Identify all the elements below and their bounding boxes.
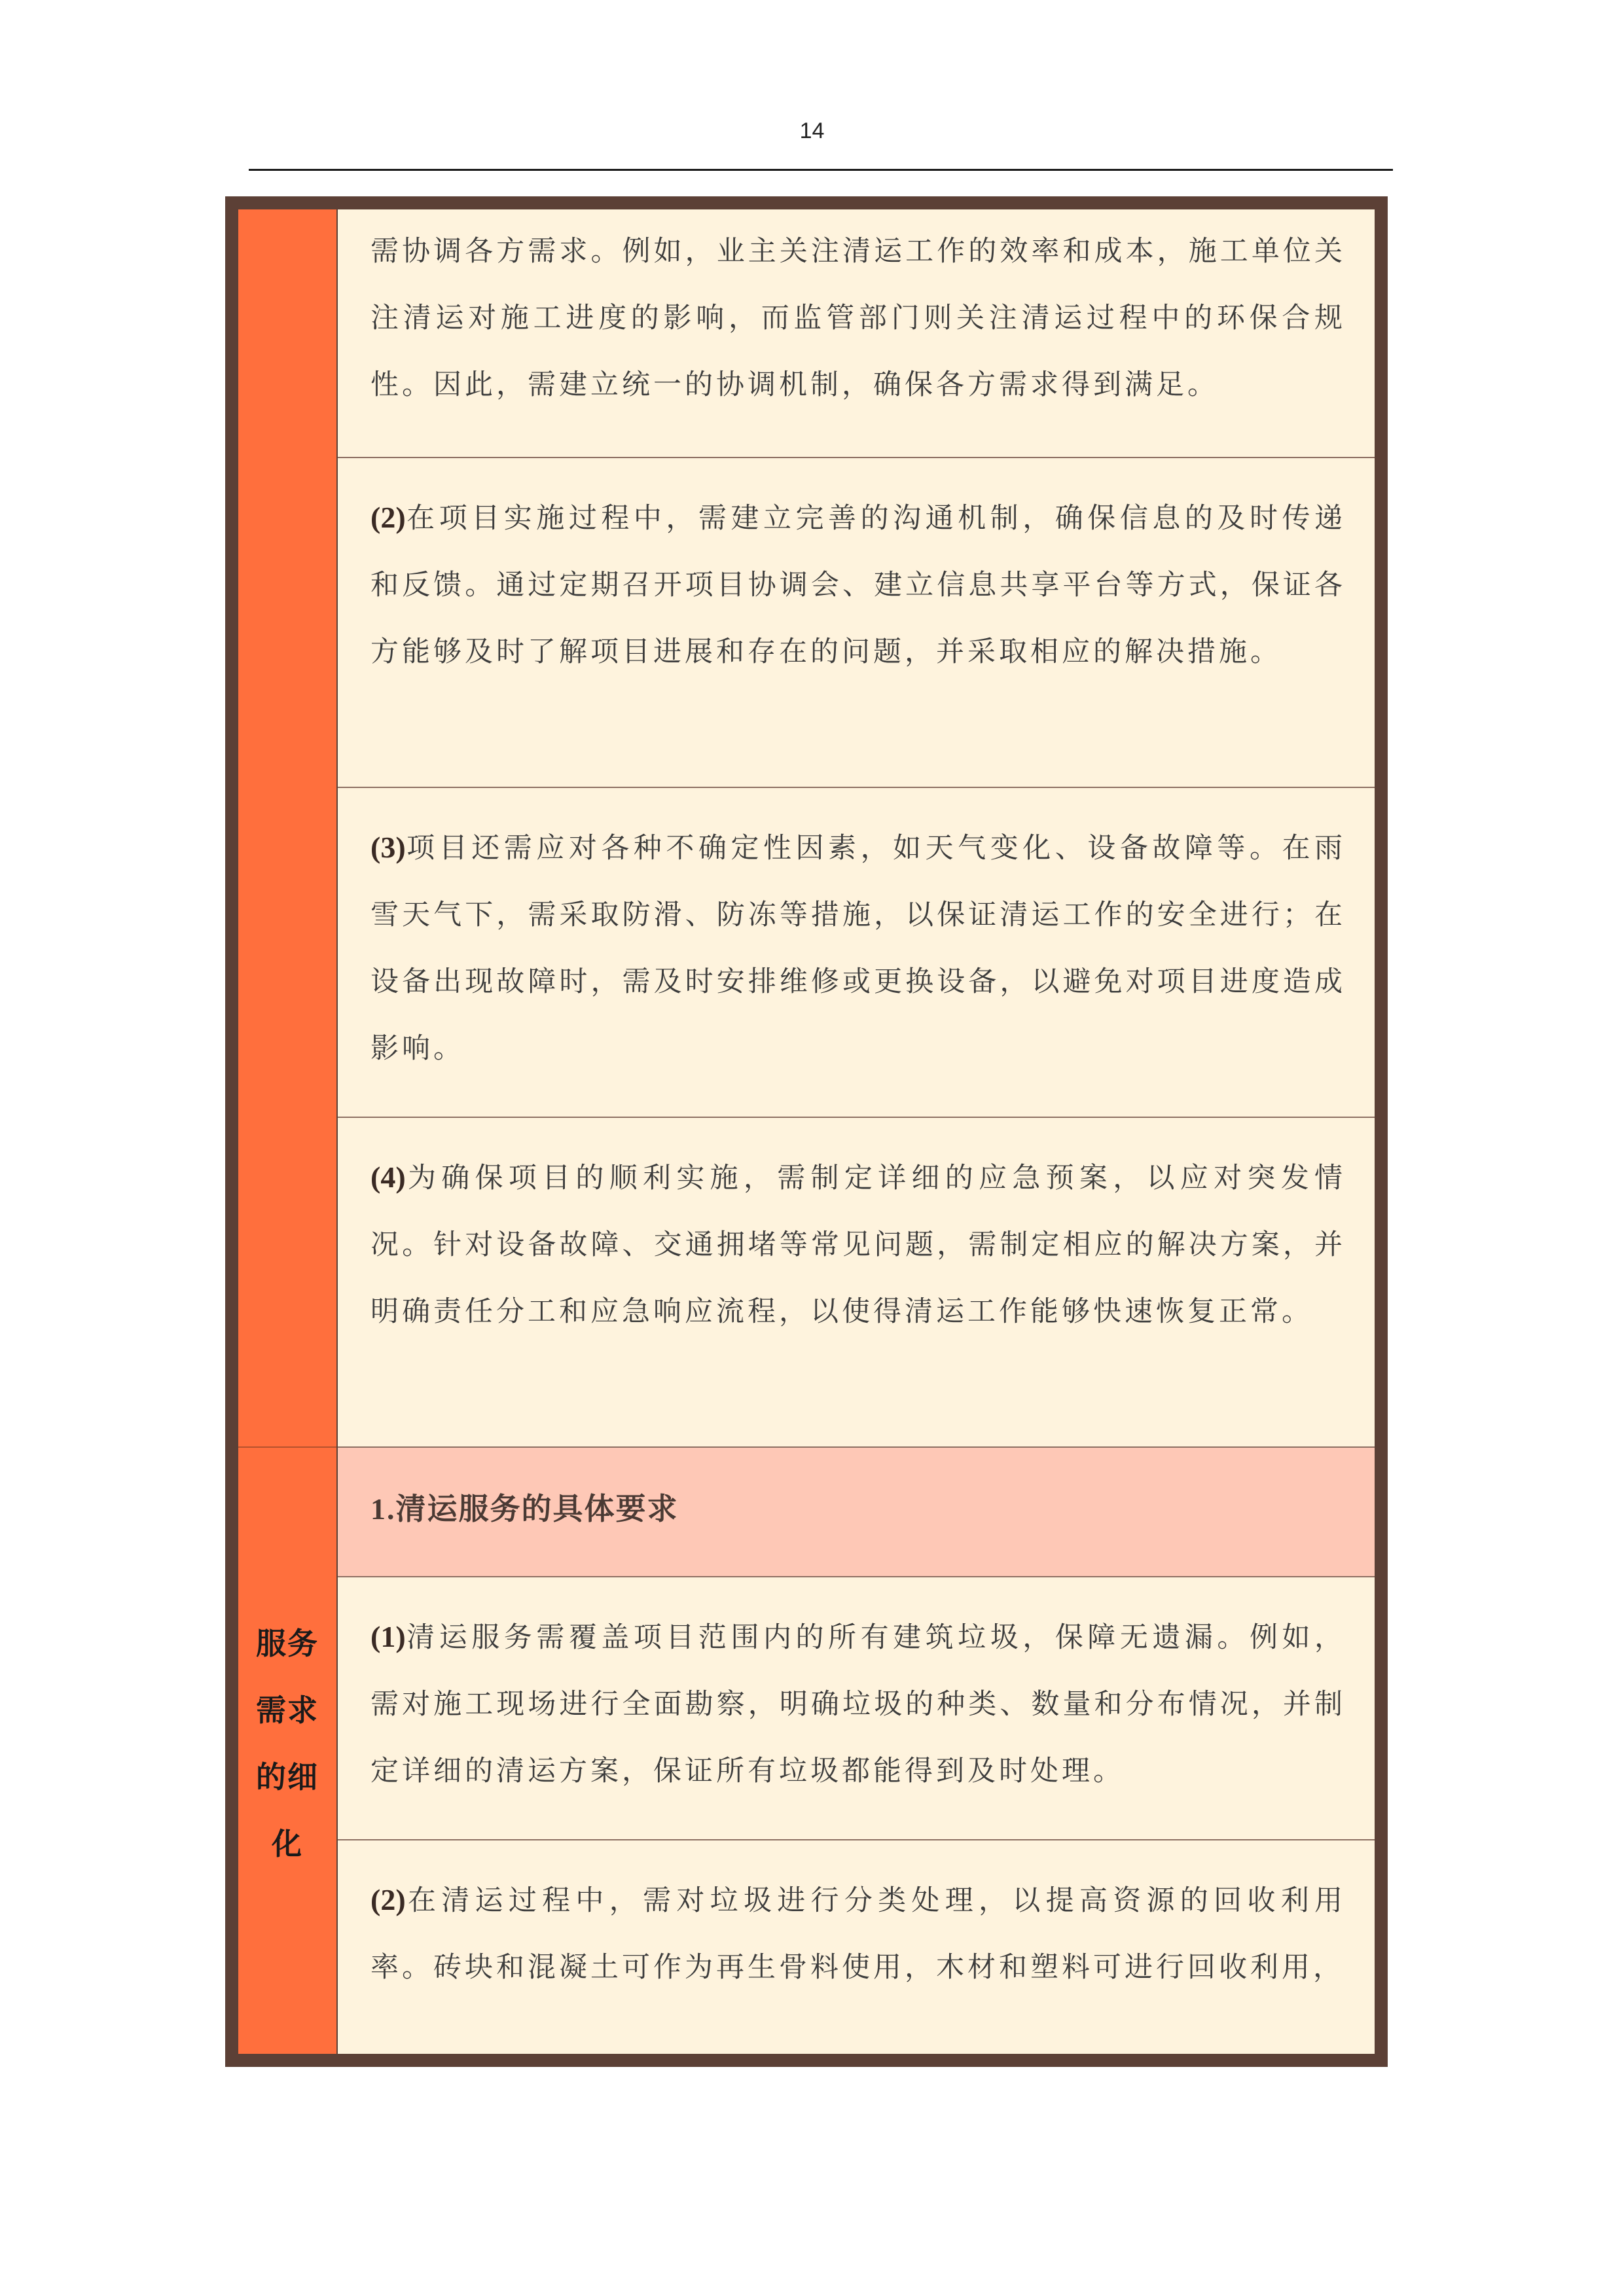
section-heading-cell xyxy=(338,1448,1375,1577)
section-label-line: 需求 xyxy=(256,1693,319,1728)
cell-paragraph xyxy=(370,1144,1346,1345)
cell-text: 在项目实施过程中，需建立完善的沟通机制，确保信息的及时传递和反馈。通过定期召开项目协调会、建立信息共享平台等方式，保证各方能够及时了解项目进展和存在的问题，并采取相应的解决措施。 xyxy=(370,502,1346,668)
cell-paragraph xyxy=(370,1867,1346,2001)
item-number: (4) xyxy=(370,1160,406,1194)
section-heading: 1.清运服务的具体要求 xyxy=(370,1491,679,1526)
cell-text: 需协调各方需求。例如，业主关注清运工作的效率和成本，施工单位关注清运对施工进度的影响，而监管部门则关注清运过程中的环保合规性。因此，需建立统一的协调机制，确保各方需求得到满足。 xyxy=(370,235,1346,401)
table-cell xyxy=(338,788,1375,1118)
table-cell xyxy=(338,1840,1375,2054)
cell-text: 清运服务需覆盖项目范围内的所有建筑垃圾，保障无遗漏。例如，需对施工现场进行全面勘察，明确垃圾的种类、数量和分布情况，并制定详细的清运方案，保证所有垃圾都能得到及时处理。 xyxy=(370,1621,1346,1787)
cell-paragraph xyxy=(370,484,1346,685)
item-number: (3) xyxy=(370,831,406,864)
section-label-line: 服务 xyxy=(256,1626,319,1661)
cell-paragraph xyxy=(370,217,1346,418)
content-column xyxy=(338,209,1375,2054)
cell-text: 为确保项目的顺利实施，需制定详细的应急预案，以应对突发情况。针对设备故障、交通拥堵等常见问题，需制定相应的解决方案，并明确责任分工和应急响应流程，以使得清运工作能够快速恢复正常。 xyxy=(370,1162,1346,1328)
table-cell xyxy=(338,1577,1375,1840)
cell-paragraph xyxy=(370,814,1346,1082)
section-label-line: 化 xyxy=(272,1826,303,1861)
header-rule xyxy=(249,169,1393,171)
section-label xyxy=(238,1610,336,1877)
item-number: (2) xyxy=(370,501,406,534)
page-number: 14 xyxy=(799,118,825,143)
cell-text: 项目还需应对各种不确定性因素，如天气变化、设备故障等。在雨雪天气下，需采取防滑、防冻等措施，以保证清运工作的安全进行；在设备出现故障时，需及时安排维修或更换设备，以避免对项目进度造成影响。 xyxy=(370,832,1346,1065)
item-number: (2) xyxy=(370,1883,406,1916)
cell-paragraph xyxy=(370,1604,1346,1804)
requirements-table xyxy=(225,196,1388,2067)
item-number: (1) xyxy=(370,1620,406,1653)
cell-text: 在清运过程中，需对垃圾进行分类处理，以提高资源的回收利用率。砖块和混凝土可作为再生骨料使用，木材和塑料可进行回收利用， xyxy=(370,1884,1346,1984)
section-label-column xyxy=(238,209,336,2054)
section-label-line: 的细 xyxy=(256,1759,319,1795)
table-cell xyxy=(338,458,1375,788)
label-column-divider xyxy=(238,1446,336,1448)
table-cell xyxy=(338,1118,1375,1448)
table-cell xyxy=(338,209,1375,458)
